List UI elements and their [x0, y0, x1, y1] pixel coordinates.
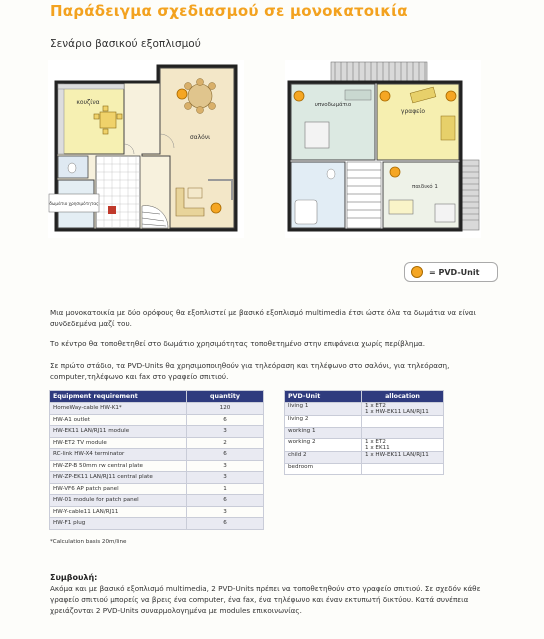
table-row — [50, 460, 264, 472]
equipment-quantity: 3 — [187, 460, 264, 472]
allocation-line: 1 x ET2 — [365, 403, 386, 409]
table-row — [285, 416, 444, 428]
section-subtitle: Σενάριο βασικού εξοπλισμού — [50, 38, 201, 50]
table-row — [50, 403, 264, 415]
pvd-allocation — [362, 427, 444, 439]
equipment-quantity: 120 — [187, 403, 264, 415]
pvd-unit-marker — [390, 167, 400, 177]
pvd-allocation: 1 x HW-EK11 LAN/RJ11 — [362, 452, 444, 464]
column-header: PVD-Unit — [285, 391, 362, 403]
table-row — [50, 495, 264, 507]
equipment-name: RC-link HW-X4 terminator — [50, 449, 187, 461]
table-row — [50, 472, 264, 484]
pvd-unit-marker — [446, 91, 456, 101]
table-row — [50, 518, 264, 530]
equipment-table — [49, 390, 264, 530]
table-row — [285, 403, 444, 416]
equipment-name: HomeWay-cable HW-K1* — [50, 403, 187, 415]
pvd-unit-marker — [380, 91, 390, 101]
pvd-unit-marker — [177, 89, 187, 99]
pvd-allocation — [362, 403, 444, 416]
equipment-name: HW-ZP-B 50mm rw central plate — [50, 460, 187, 472]
pvd-unit-name: working 2 — [285, 439, 362, 452]
allocation-line: 1 x HW-EK11 LAN/RJ11 — [365, 409, 429, 415]
room-label-child: παιδικό 1 — [412, 184, 438, 190]
equipment-quantity: 3 — [187, 472, 264, 484]
pvd-unit-name: living 2 — [285, 416, 362, 428]
center-paragraph: Το κέντρο θα τοποθετηθεί στο δωμάτιο χρησιμότητας τοποθετημένο στην επιφάνεια χωρίς περίβλημα. — [50, 339, 426, 348]
pvd-unit-name: living 1 — [285, 403, 362, 416]
pvd-unit-name: bedroom — [285, 463, 362, 475]
equipment-name: HW-ZP-EK11 LAN/RJ11 central plate — [50, 472, 187, 484]
pvd-unit-name: child 2 — [285, 452, 362, 464]
table-row — [285, 452, 444, 464]
table-row — [50, 483, 264, 495]
utility-room-label — [49, 194, 99, 212]
column-header: allocation — [362, 391, 444, 403]
equipment-name: HW-VF6 AP patch panel — [50, 483, 187, 495]
table-row — [50, 506, 264, 518]
room-label-living: σαλόνι — [189, 134, 211, 141]
table-row — [50, 426, 264, 438]
page-title: Παράδειγμα σχεδιασμού σε μονοκατοικία — [50, 2, 408, 20]
equipment-quantity: 2 — [187, 437, 264, 449]
pvd-unit-name: working 1 — [285, 427, 362, 439]
column-header: Equipment requirement — [50, 391, 187, 403]
advice-title: Συμβουλή: — [50, 573, 98, 582]
table-row — [50, 449, 264, 461]
equipment-quantity: 6 — [187, 449, 264, 461]
equipment-quantity: 3 — [187, 426, 264, 438]
equipment-name: HW-ET2 TV module — [50, 437, 187, 449]
table-header-row — [285, 391, 444, 403]
pvd-unit-marker — [211, 203, 221, 213]
pvd-unit-marker — [294, 91, 304, 101]
pvd-unit-icon — [411, 266, 423, 278]
calculation-note: *Calculation basis 20m/line — [50, 539, 127, 545]
equipment-quantity: 6 — [187, 495, 264, 507]
equipment-name: HW-F1 plug — [50, 518, 187, 530]
equipment-name: HW-EK11 LAN/RJ11 module — [50, 426, 187, 438]
equipment-name: HW-A1 outlet — [50, 414, 187, 426]
pvd-allocation-table — [284, 390, 444, 475]
upper-floor-plan — [285, 60, 481, 238]
table-row — [50, 414, 264, 426]
advice-text: Ακόμα και με βασικό εξοπλισμό multimedia, 2 PVD-Units πρέπει να τοποθετηθούν στο γραφείο σπιτιού. Σε σχεδόν κάθε γραφείο σπιτιού μπορείς να βρεις ένα computer, ένα fax, ένα τηλέφωνο και έναν εκτυπωτή δικτύου. Κατά συνέπεια χρειάζονται 2 PVD-Units συναρμολογημένα με modules επικοινωνίας. — [50, 584, 481, 615]
stage-paragraph: Σε πρώτο στάδιο, τα PVD-Units θα χρησιμοποιηθούν για τηλεόραση και τηλέφωνο στο σαλόνι, για τηλεόραση, computer,τηλέφωνο και fax στο γραφείο σπιτιού. — [50, 361, 450, 381]
legend-label: = PVD-Unit — [429, 267, 480, 277]
pvd-allocation — [362, 416, 444, 428]
pvd-allocation — [362, 463, 444, 475]
equipment-name: HW-01 module for patch panel — [50, 495, 187, 507]
equipment-quantity: 1 — [187, 483, 264, 495]
room-label-bedroom: υπνοδωμάτιο — [314, 102, 352, 108]
table-row — [285, 463, 444, 475]
pvd-legend — [404, 262, 498, 282]
allocation-line: 1 x ET2 — [365, 439, 386, 445]
room-label-utility: δωμάτιο χρησιμότητας — [49, 201, 99, 206]
equipment-quantity: 6 — [187, 414, 264, 426]
equipment-name: HW-Y-cable11 LAN/RJ11 — [50, 506, 187, 518]
table-row — [50, 437, 264, 449]
allocation-line: 1 x EK11 — [365, 445, 390, 451]
ground-floor-plan — [48, 60, 244, 238]
table-row — [285, 439, 444, 452]
room-label-kitchen: κουζίνα — [76, 99, 100, 106]
column-header: quantity — [187, 391, 264, 403]
equipment-quantity: 3 — [187, 506, 264, 518]
equipment-quantity: 6 — [187, 518, 264, 530]
table-header-row — [50, 391, 264, 403]
intro-paragraph: Μια μονοκατοικία με δύο ορόφους θα εξοπλιστεί με βασικό εξοπλισμό multimedia έτσι ώστε όλα τα δωμάτια να είναι συνδεδεμένα μαζί του. — [50, 308, 476, 328]
room-label-office: γραφείο — [400, 108, 426, 115]
pvd-allocation — [362, 439, 444, 452]
table-row — [285, 427, 444, 439]
